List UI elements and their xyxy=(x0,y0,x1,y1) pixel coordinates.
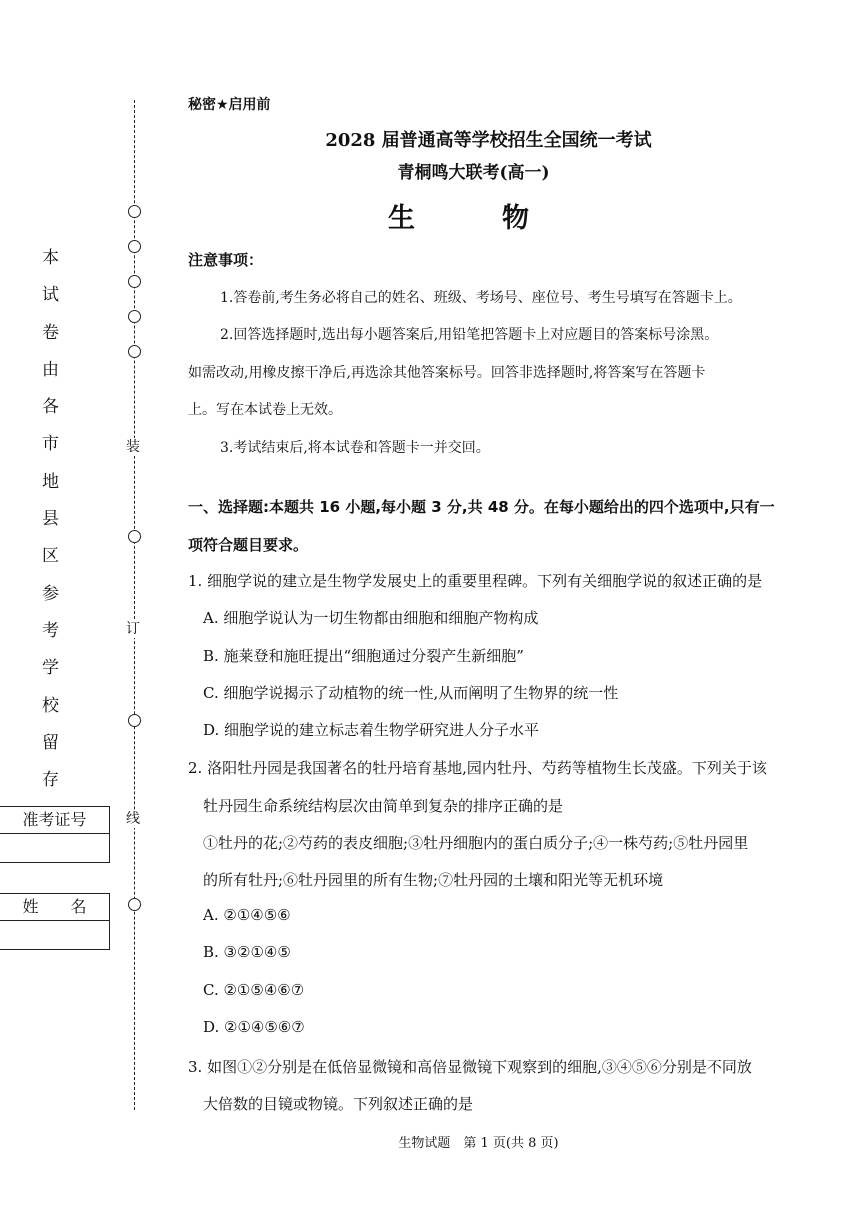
question-option: D. 细胞学说的建立标志着生物学研究进人分子水平 xyxy=(203,721,540,739)
side-char: 地 xyxy=(42,471,59,492)
name-label: 姓 名 xyxy=(0,894,109,921)
side-char: 本 xyxy=(42,248,59,268)
binding-hole xyxy=(128,714,141,727)
side-char: 区 xyxy=(42,546,59,567)
binding-hole xyxy=(128,345,141,358)
exam-title: 2028 届普通高等学校招生全国统一考试 xyxy=(325,130,652,151)
side-char: 参 xyxy=(42,583,59,604)
subject-title: 生 物 xyxy=(388,203,559,234)
binding-hole xyxy=(128,275,141,288)
notice-line: 上。写在本试卷上无效。 xyxy=(188,402,342,418)
question-option: B. ③②①④⑤ xyxy=(203,943,291,961)
side-char: 试 xyxy=(42,285,59,306)
side-char: 市 xyxy=(42,434,59,455)
notice-line: 1.答卷前,考生务必将自己的姓名、班级、考场号、座位号、考生号填写在答题卡上。 xyxy=(220,290,742,306)
notice-heading: 注意事项： xyxy=(188,251,264,269)
side-char: 校 xyxy=(42,695,59,716)
side-char: 存 xyxy=(42,770,59,791)
name-field[interactable] xyxy=(0,921,109,949)
question-stem: 1. 细胞学说的建立是生物学发展史上的重要里程碑。下列有关细胞学说的叙述正确的是 xyxy=(188,572,763,590)
question-stem: 牡丹园生命系统结构层次由简单到复杂的排序正确的是 xyxy=(203,797,564,815)
side-char: 学 xyxy=(42,658,59,679)
bind-word-ding: 订 xyxy=(126,621,140,637)
side-char: 由 xyxy=(42,359,59,380)
question-stem: 大倍数的目镜或物镜。下列叙述正确的是 xyxy=(203,1095,474,1113)
question-option: D. ②①④⑤⑥⑦ xyxy=(203,1018,305,1036)
question-option: C. ②①⑤④⑥⑦ xyxy=(203,981,305,999)
page-footer: 生物试题 第 1 页(共 8 页) xyxy=(398,1136,559,1151)
admission-number-label: 准考证号 xyxy=(0,807,109,834)
admission-number-field[interactable] xyxy=(0,834,109,862)
notice-line: 3.考试结束后,将本试卷和答题卡一并交回。 xyxy=(220,440,490,456)
side-char: 县 xyxy=(42,509,59,530)
exam-series: 青桐鸣大联考(高一) xyxy=(397,163,550,183)
question-option: A. 细胞学说认为一切生物都由细胞和细胞产物构成 xyxy=(203,609,539,627)
bind-word-zhuang: 装 xyxy=(126,439,140,455)
binding-hole xyxy=(128,310,141,323)
section-heading-cont: 项符合题目要求。 xyxy=(188,536,309,554)
notice-line: 如需改动,用橡皮擦干净后,再选涂其他答案标号。回答非选择题时,将答案写在答题卡 xyxy=(188,365,706,381)
side-notice xyxy=(42,248,62,807)
question-option: A. ②①④⑤⑥ xyxy=(203,906,291,924)
name-box xyxy=(0,893,110,950)
question-stem: 的所有牡丹;⑥牡丹园里的所有生物;⑦牡丹园的土壤和阳光等无机环境 xyxy=(203,871,664,889)
admission-number-box xyxy=(0,806,110,863)
side-char: 各 xyxy=(42,397,59,418)
question-stem: 3. 如图①②分别是在低倍显微镜和高倍显微镜下观察到的细胞,③④⑤⑥分别是不同放 xyxy=(188,1058,752,1076)
section-heading: 一、选择题:本题共 16 小题,每小题 3 分,共 48 分。在每小题给出的四个选项中,只有一 xyxy=(188,498,775,516)
notice-line: 2.回答选择题时,选出每小题答案后,用铅笔把答题卡上对应题目的答案标号涂黑。 xyxy=(220,327,719,343)
question-stem: ①牡丹的花;②芍药的表皮细胞;③牡丹细胞内的蛋白质分子;④一株芍药;⑤牡丹园里 xyxy=(203,834,749,852)
question-option: B. 施莱登和施旺提出“细胞通过分裂产生新细胞” xyxy=(203,647,524,665)
binding-hole xyxy=(128,530,141,543)
question-option: C. 细胞学说揭示了动植物的统一性,从而阐明了生物界的统一性 xyxy=(203,684,619,702)
secret-mark: 秘密★启用前 xyxy=(188,97,271,113)
bind-word-xian: 线 xyxy=(126,811,140,827)
side-char: 卷 xyxy=(42,322,59,343)
binding-hole xyxy=(128,240,141,253)
side-char: 留 xyxy=(42,732,59,753)
question-stem: 2. 洛阳牡丹园是我国著名的牡丹培育基地,园内牡丹、芍药等植物生长茂盛。下列关于该 xyxy=(188,759,767,777)
binding-hole xyxy=(128,898,141,911)
side-char: 考 xyxy=(42,620,59,641)
